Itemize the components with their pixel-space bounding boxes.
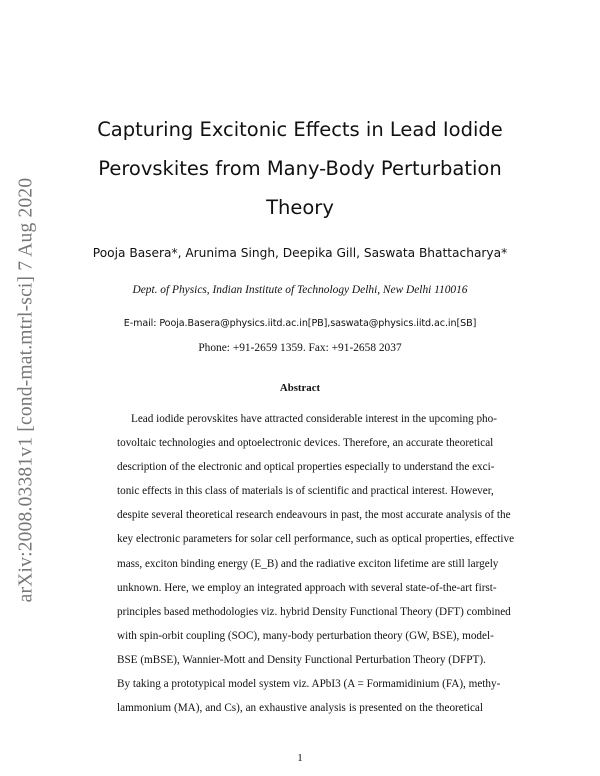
title-line: Capturing Excitonic Effects in Lead Iodide bbox=[97, 118, 503, 141]
title-line: Theory bbox=[266, 196, 334, 219]
abstract-body bbox=[117, 407, 515, 720]
phone-fax-line: Phone: +91-2659 1359. Fax: +91-2658 2037 bbox=[198, 342, 402, 354]
title-line: Perovskites from Many-Body Perturbation bbox=[98, 157, 502, 180]
abstract-line: By taking a prototypical model system viz. APbI3 (A = Formamidinium (FA), methy- bbox=[117, 678, 501, 691]
abstract-line: Lead iodide perovskites have attracted considerable interest in the upcoming pho- bbox=[131, 413, 497, 425]
abstract-line: unknown. Here, we employ an integrated approach with several state-of-the-art first- bbox=[117, 581, 497, 594]
abstract-line: despite several theoretical research endeavours in past, the most accurate analysis of the bbox=[117, 509, 511, 522]
abstract-line: tovoltaic technologies and optoelectronic devices. Therefore, an accurate theoretical bbox=[117, 437, 494, 450]
abstract-line: tonic effects in this class of materials is of scientific and practical interest. However, bbox=[117, 485, 494, 498]
arxiv-stamp-text: arXiv:2008.03381v1 [cond-mat.mtrl-sci] 7 Aug 2020 bbox=[15, 177, 36, 603]
arxiv-stamp bbox=[6, 170, 46, 610]
abstract-heading: Abstract bbox=[279, 382, 321, 394]
abstract-line: lammonium (MA), and Cs), an exhaustive analysis is presented on the theoretical bbox=[117, 702, 483, 715]
abstract-line: BSE (mBSE), Wannier-Mott and Density Functional Perturbation Theory (DFPT). bbox=[117, 653, 486, 666]
email-line: E-mail: Pooja.Basera@physics.iitd.ac.in[PB],saswata@physics.iitd.ac.in[SB] bbox=[123, 318, 477, 329]
abstract-line: with spin-orbit coupling (SOC), many-body perturbation theory (GW, BSE), model- bbox=[117, 629, 494, 642]
abstract-line: description of the electronic and optical properties especially to understand the exci- bbox=[117, 461, 495, 474]
abstract-line: key electronic parameters for solar cell performance, such as optical properties, effective bbox=[117, 533, 515, 546]
abstract-line: principles based methodologies viz. hybrid Density Functional Theory (DFT) combined bbox=[117, 605, 511, 618]
abstract-line: mass, exciton binding energy (E_B) and the radiative exciton lifetime are still largely bbox=[117, 557, 499, 570]
paper-title bbox=[70, 110, 530, 227]
affiliation: Dept. of Physics, Indian Institute of Technology Delhi, New Delhi 110016 bbox=[132, 284, 468, 296]
author-list: Pooja Basera*, Arunima Singh, Deepika Gill, Saswata Bhattacharya* bbox=[92, 246, 508, 260]
page-number: 1 bbox=[297, 752, 303, 764]
